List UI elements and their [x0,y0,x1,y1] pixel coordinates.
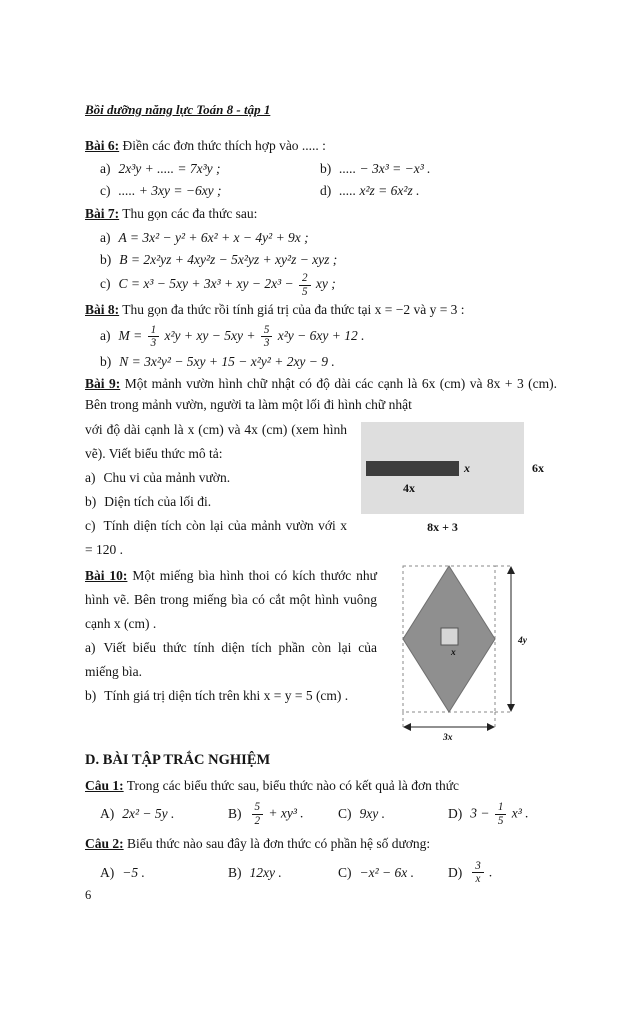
cut-square [441,628,458,645]
option-b [228,801,338,827]
math-part: 3 − [470,805,493,821]
exercise-heading [85,564,377,636]
math-part: M = [118,328,146,343]
text-figure-row [85,418,557,562]
fraction [495,801,507,827]
math-expression: N = 3x²y² − 5xy + 15 − x²y² + 2xy − 9 . [119,354,335,370]
fraction [299,272,311,298]
exercise-text: Một miếng bìa hình thoi có kích thước như hình vẽ. Bên trong miếng bìa có cắt một hình vuông cạnh x (cm) . [85,567,377,631]
math-expression: −x² − 6x . [359,864,415,880]
fraction-numerator: 2 [299,272,311,286]
fraction-denominator: 2 [254,814,261,827]
option-d [448,860,557,886]
option-label: D) [448,806,463,822]
option-c [338,804,448,824]
list-item [100,159,320,179]
fraction-numerator: 5 [261,324,273,338]
item-label: b) [100,251,112,267]
exercise-bai-8 [85,300,557,372]
math-expression: −5 . [122,864,145,880]
math-expression [118,272,336,298]
math-part: x²y + xy − 5xy + [161,328,259,343]
item-label: a) [100,229,111,245]
height-label: 4y [518,635,527,646]
path-width-label: x [464,460,470,475]
section-title: D. BÀI TẬP TRẮC NGHIỆM [85,751,271,768]
list-item [85,514,347,562]
option-label: A) [100,864,115,880]
option-label: B) [228,806,242,822]
item-label: c) [85,517,96,533]
exercise-bai-6 [85,136,557,202]
item-text: Tính giá trị diện tích trên khi x = y = 5 (cm) . [104,688,349,704]
math-part: . [485,863,493,879]
math-part: + xy³ . [265,805,304,821]
list-item [85,352,557,372]
option-c [338,863,448,883]
fraction [472,860,484,886]
fraction [261,324,273,350]
option-label: B) [228,864,242,880]
math-part: xy ; [312,276,336,292]
math-expression: 9xy . [359,806,385,822]
running-header: Bồi dưỡng năng lực Toán 8 - tập 1 [85,102,271,117]
item-label: d) [320,183,332,198]
list-item [85,636,377,684]
option-a [100,863,228,883]
width-label: 3x [443,732,453,742]
section-d [85,750,557,886]
garden-rectangle [361,422,524,514]
option-d [448,801,557,827]
list-item [100,181,320,201]
item-label: b) [100,354,112,370]
list-item [85,228,557,248]
math-expression [470,801,528,827]
math-expression: ..... + 3xy = −6xy ; [118,183,222,198]
figure-rhombus [399,564,549,742]
question-heading [85,776,557,796]
page-content [85,100,557,893]
list-item [85,466,347,490]
square-side-label: x [451,647,456,658]
exercise-bai-9 [85,374,557,562]
list-item [320,181,557,201]
list-item [85,250,557,270]
item-label: c) [100,183,111,198]
garden-path-bar [366,461,459,476]
item-label: b) [85,493,97,509]
list-item [85,272,557,298]
math-expression: 12xy . [249,864,282,880]
exercise-label: Bài 8: [85,302,120,318]
question-label: Câu 1: [85,777,124,793]
math-expression: ..... x²z = 6x²z . [339,183,420,198]
math-part: x³ . [508,805,529,821]
exercise-label: Bài 9: [85,376,121,392]
option-label: C) [338,806,352,822]
option-label: D) [448,864,463,880]
option-label: A) [100,806,115,822]
arrow-up-icon [507,566,515,574]
math-expression: 2x² − 5y . [122,806,175,822]
item-label: c) [100,276,111,292]
fraction-denominator: 5 [497,814,504,827]
math-part: C = x³ − 5xy + 3x³ + xy − 2x³ − [118,276,297,292]
arrow-down-icon [507,704,515,712]
answer-options [85,860,557,886]
exercise-intro: Điền các đơn thức thích hợp vào ..... : [122,137,326,153]
item-text: Tính diện tích còn lại của mảnh vườn với x = 120 . [85,517,347,557]
exercise-label: Bài 6: [85,137,120,153]
question-heading [85,834,557,854]
list-item [85,324,557,350]
question-text: Trong các biểu thức sau, biểu thức nào có kết quả là đơn thức [126,777,460,793]
fraction-numerator: 1 [495,801,507,815]
list-item [85,490,347,514]
fraction [252,801,264,827]
fraction-numerator: 1 [148,324,160,338]
question-text: Biểu thức nào sau đây là đơn thức có phần hệ số dương: [127,836,431,852]
item-label: a) [100,160,111,176]
figure-garden [361,422,544,536]
garden-side-label: 6x [532,460,544,475]
arrow-right-icon [487,723,495,731]
path-length-label: 4x [403,480,415,495]
exercise-label: Bài 7: [85,206,120,222]
math-expression [250,801,304,827]
fraction-denominator: 5 [302,285,308,298]
fraction-numerator: 5 [252,801,264,815]
exercise-bai-7 [85,204,557,298]
arrow-left-icon [403,723,411,731]
math-expression [470,860,492,886]
math-expression: B = 2x²yz + 4xy²z − 5x²yz + xy²z − xyz ; [119,251,338,267]
exercise-intro: Thu gọn đa thức rồi tính giá trị của đa thức tại x = −2 và y = 3 : [122,302,465,318]
option-label: C) [338,864,352,880]
list-item [85,684,377,708]
fraction-denominator: x [475,873,481,886]
exercise-bai-10 [85,564,557,742]
list-item [320,159,557,179]
option-a [100,804,228,824]
text-figure-row [85,564,557,742]
exercise-label: Bài 10: [85,567,128,583]
garden-bottom-label: 8x + 3 [427,519,458,534]
item-text: Diện tích của lối đi. [104,493,212,509]
text-column [85,564,377,708]
figure-column [391,564,557,742]
math-expression: 2x³y + ..... = 7x³y ; [118,160,221,176]
fraction-denominator: 3 [150,337,157,350]
exercise-intro: Thu gọn các đa thức sau: [122,206,258,222]
item-label: b) [320,160,332,176]
question-label: Câu 2: [85,836,124,852]
item-text: Chu vi của mảnh vườn. [103,469,231,485]
math-expression [118,323,365,350]
item-label: a) [85,640,96,656]
answer-options [85,801,557,827]
text-column [85,418,347,562]
exercise-heading [85,204,557,224]
garden-row [361,422,544,514]
exercise-heading [85,136,557,156]
math-expression: ..... − 3x³ = −x³ . [339,160,431,176]
item-label: a) [85,469,96,485]
exercise-items [85,159,557,202]
fraction-numerator: 3 [472,860,484,874]
exercise-heading [85,300,557,320]
fraction [148,324,160,350]
option-b [228,863,338,883]
exercise-heading [85,374,557,415]
fraction-denominator: 3 [263,337,270,350]
page-number: 6 [85,888,92,902]
item-text: Viết biểu thức tính diện tích phần còn lại của miếng bìa. [85,640,377,680]
math-expression: A = 3x² − y² + 6x² + x − 4y² + 9x ; [118,229,309,245]
exercise-text: Một mảnh vườn hình chữ nhật có độ dài các cạnh là 6x (cm) và 8x + 3 (cm). Bên trong mảnh vườn, người ta làm một lối đi hình chữ nhật [85,376,558,412]
exercise-text: với độ dài cạnh là x (cm) và 4x (cm) (xem hình vẽ). Viết biểu thức mô tả: [85,421,347,461]
math-part: x²y − 6xy + 12 . [274,328,365,343]
item-label: a) [100,328,111,343]
item-label: b) [85,688,97,704]
